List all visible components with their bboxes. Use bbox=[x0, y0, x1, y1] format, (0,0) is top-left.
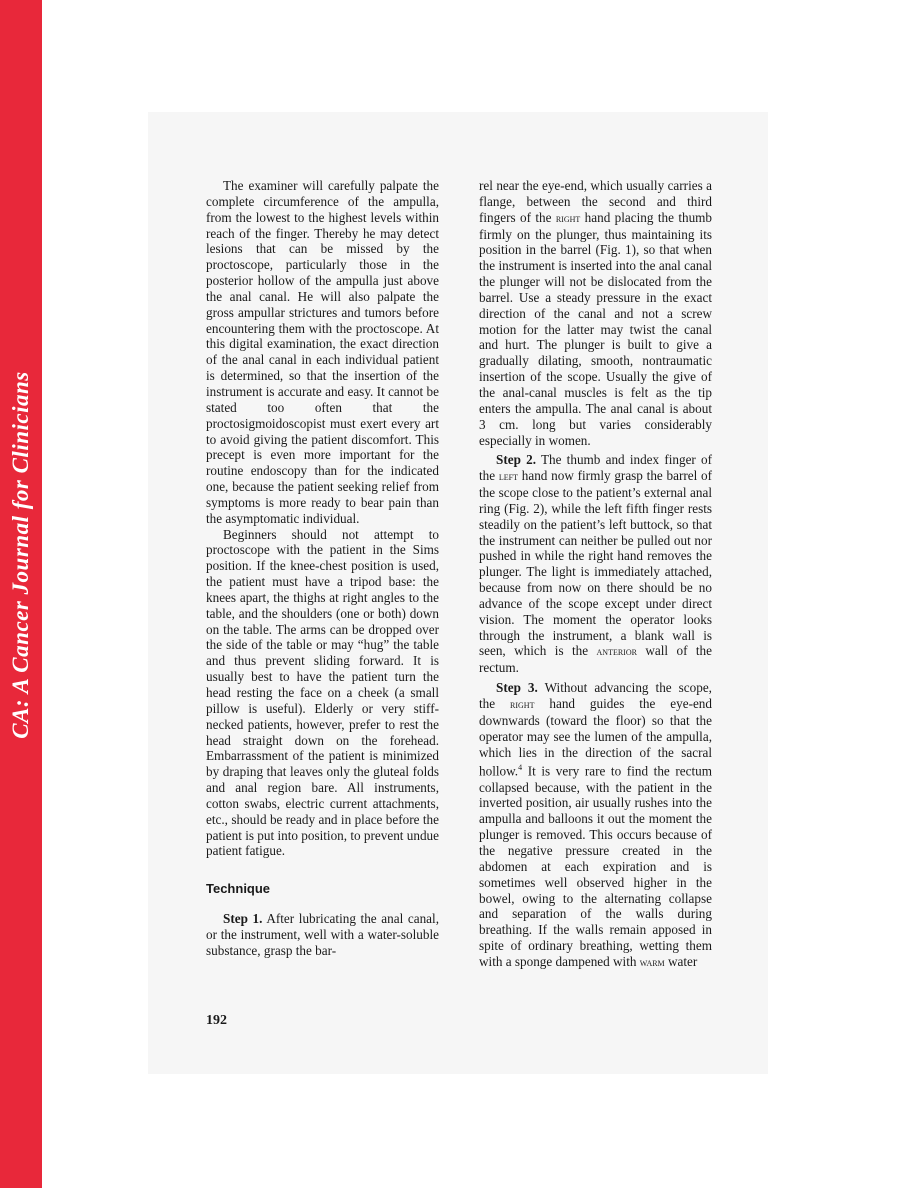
small-caps-right: right bbox=[555, 210, 581, 225]
small-caps-anterior: anterior bbox=[596, 644, 637, 659]
small-caps-warm: warm bbox=[639, 954, 665, 969]
step-1-label: Step 1. bbox=[223, 911, 263, 927]
small-caps-left: left bbox=[498, 469, 518, 484]
journal-side-band bbox=[0, 0, 42, 1188]
small-caps-right-2: right bbox=[510, 697, 535, 711]
step-3-label: Step 3. bbox=[496, 680, 538, 696]
section-heading-technique: Technique bbox=[206, 881, 271, 897]
step-1-text: After lubricating the anal canal, or the instrument, well with a water-soluble substance, grasp the bar- bbox=[206, 911, 439, 958]
page-number: 192 bbox=[206, 1013, 227, 1028]
step-2-label: Step 2. bbox=[496, 452, 537, 468]
paragraph-step-1-continued: rel near the eye-end, which usually carries a flange, between the second and third fingers of the right hand placing the thumb firmly on the plunger, thus maintaining its position in the barrel (Fig. 1), so that when the instrument is inserted into the anal canal the plunger will not be dislocated from the barrel. Use a steady pressure in the exact direction of the canal and not a screw motion for the latter may twist the canal and hurt. The plunger is built to give a gradually dilating, smooth, nontraumatic insertion of the scope. Usually the give of the anal-canal muscles is felt as the tip enters the ampulla. The anal canal is about 3 cm. long but varies considerably especially in women. bbox=[479, 178, 713, 448]
paragraph-step-2: Step 2. The thumb and index finger of the left hand now firmly grasp the barrel of the scope close to the patient’s external anal ring (Fig. 2), while the left fifth finger rests steadily on the patient’s left buttock, so that the instrument can neither be pulled out nor pushed in while the right hand removes the plunger. The light is immediately attached, because from now on there should be no advance of the scope except under direct vision. The moment the operator looks through the instrument, a blank wall is seen, which is the anterior wall of the rectum. bbox=[479, 452, 713, 676]
paragraph-step-3: Step 3. Without advancing the scope, the right hand guides the eye-end downwards (toward the floor) so that the operator may see the lumen of the ampulla, which lies in the direction of the sacral hollow.$^4$ It is very rare to find the rectum collapsed because, with the patient in the inverted position, air usually rushes into the ampulla and balloons it out the moment the plunger is removed. This occurs because of the negative pressure created in the abdomen at each expiration and is sometimes well observed higher in the bowel, owing to the alternating collapse and separation of the walls during breathing. If the walls remain apposed in spite of ordinary breathing, wetting them with a sponge dampened with warm water bbox=[479, 680, 713, 969]
paragraph-patient-position: Beginners should not attempt to proctoscope with the patient in the Sims position. If the knee-chest position is used, the patient must have a tripod base: the knees apart, the thighs at right angles to the table, and the shoulders (one or both) down on the table. The arms can be dropped over the side of the table or may “hug” the table and thus prevent sliding forward. It is usually best to have the patient turn the head resting the face on a cheek (a small pillow is useful). Elderly or very stiff-necked patients, however, prefer to rest the head straight down on the forehead. Embarrassment of the patient is minimized by draping that leaves only the gluteal folds and anal region bare. All instruments, cotton swabs, electric current attachments, etc., should be ready and in place before the patient is put into position, to prevent undue patient fatigue. bbox=[206, 526, 439, 859]
article-page bbox=[148, 112, 768, 1074]
paragraph-digital-exam: The examiner will carefully palpate the complete circumference of the ampulla, from the lowest to the highest levels within reach of the finger. Thereby he may detect lesions that can be missed by the proctoscope, particularly those in the posterior hollow of the ampulla just above the anal canal. He will also palpate the gross ampullar strictures and tumors before encountering them with the proctoscope. At this digital examination, the exact direction of the anal canal in each individual patient is determined, so that the insertion of the instrument is accurate and easy. It cannot be stated too often that the proctosigmoidoscopist must exert every art to avoid giving the patient discomfort. This precept is even more important for the routine endoscopy than for the indicated one, because the patient seeking relief from symptoms is more ready to bear pain than the asymptomatic individual. bbox=[206, 178, 439, 526]
right-column bbox=[479, 178, 712, 971]
journal-title: CA: A Cancer Journal for Clinicians bbox=[8, 371, 33, 739]
left-column bbox=[206, 178, 439, 959]
reference-superscript: 4 bbox=[518, 763, 523, 773]
paragraph-step-1 bbox=[206, 911, 439, 959]
